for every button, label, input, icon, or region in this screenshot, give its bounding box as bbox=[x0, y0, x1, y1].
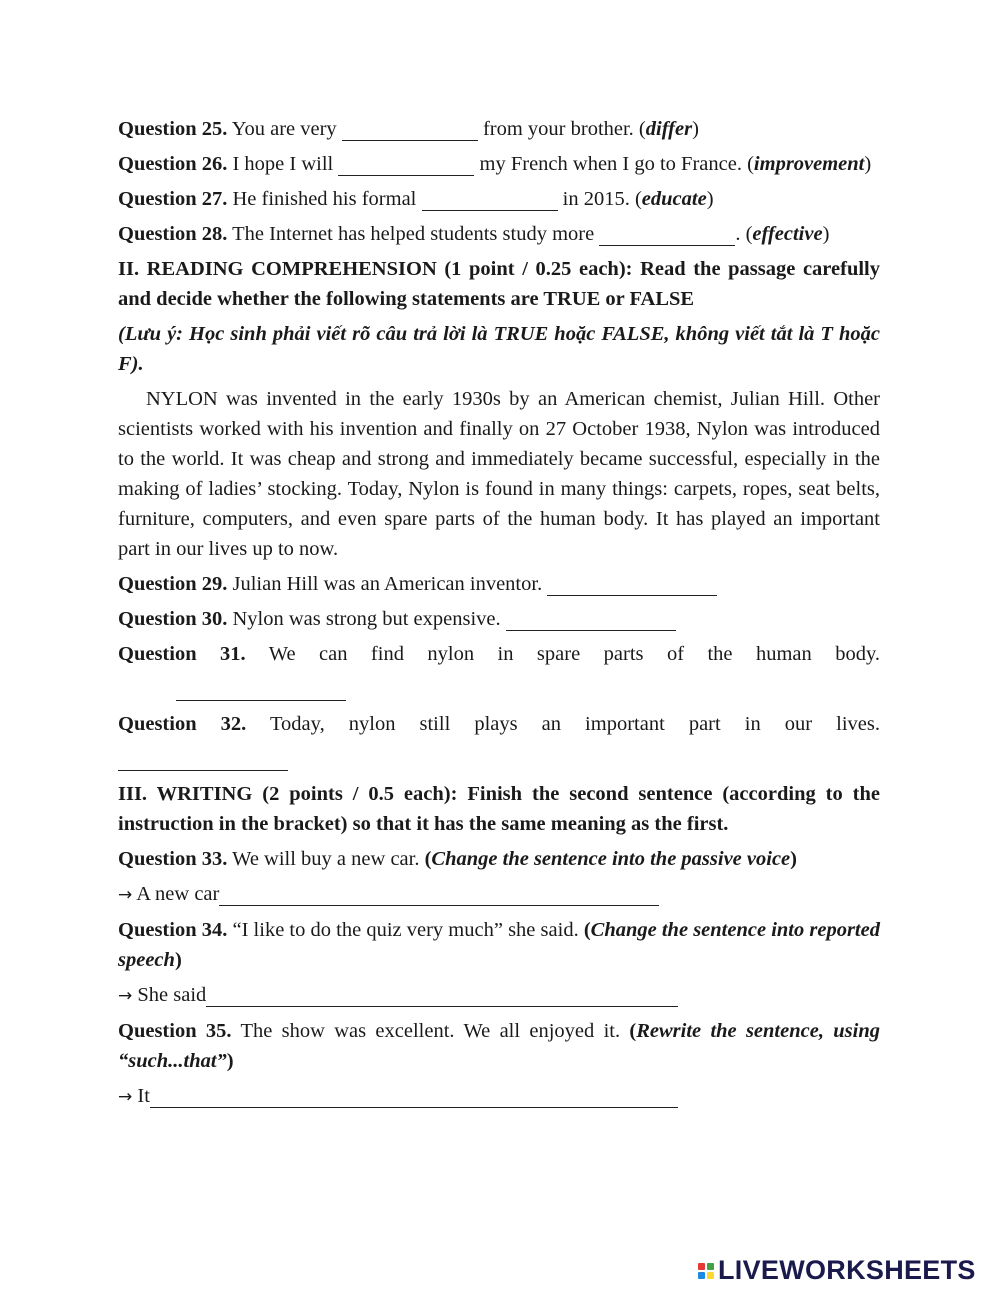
liveworksheets-logo bbox=[698, 1255, 976, 1286]
question-label: Question 28. bbox=[118, 223, 228, 245]
logo-square bbox=[707, 1272, 714, 1279]
question-label: Question 26. bbox=[118, 153, 228, 175]
question-25: Question 25. You are very from your brother. (differ) bbox=[118, 118, 699, 140]
logo-square bbox=[698, 1272, 705, 1279]
question-31-answer-row bbox=[118, 674, 880, 704]
logo-text: LIVEWORKSHEETS bbox=[718, 1255, 976, 1285]
question-26: Question 26. I hope I will my French when I go to France. (improvement) bbox=[118, 153, 872, 175]
reading-passage: NYLON was invented in the early 1930s by an American chemist, Julian Hill. Other scientists worked with his invention and finally on 27 October 1938, Nylon was introduced to the world. It was cheap and strong and immediately became successful, especially in the making of ladies’ stocking. Today, Nylon is found in many things: carpets, ropes, seat belts, furniture, computers, and even spare parts of the human body. It has played an important part in our lives up to now. bbox=[118, 388, 880, 560]
answer-input-30[interactable] bbox=[506, 610, 676, 631]
answer-input-35[interactable] bbox=[150, 1087, 678, 1108]
answer-input-28[interactable] bbox=[599, 225, 735, 246]
logo-square bbox=[698, 1263, 705, 1270]
answer-input-25[interactable] bbox=[342, 120, 478, 141]
question-35: Question 35. The show was excellent. We all enjoyed it. (Rewrite the sentence, using “such...that”) bbox=[118, 1020, 880, 1072]
question-32: Question 32. Today, nylon still plays an important part in our lives. bbox=[118, 713, 880, 735]
answer-input-33[interactable] bbox=[219, 885, 659, 906]
answer-input-32[interactable] bbox=[118, 750, 288, 771]
answer-input-27[interactable] bbox=[422, 190, 558, 211]
question-33: Question 33. We will buy a new car. (Change the sentence into the passive voice) bbox=[118, 848, 797, 870]
question-27: Question 27. He finished his formal in 2015. (educate) bbox=[118, 188, 714, 210]
question-32-answer-row bbox=[118, 744, 880, 774]
reading-note: (Lưu ý: Học sinh phải viết rõ câu trả lời là TRUE hoặc FALSE, không viết tắt là T hoặc F). bbox=[118, 323, 880, 375]
question-34: Question 34. “I like to do the quiz very much” she said. (Change the sentence into reported speech) bbox=[118, 919, 880, 971]
question-label: Question 25. bbox=[118, 118, 228, 140]
question-28: Question 28. The Internet has helped students study more . (effective) bbox=[118, 223, 830, 245]
arrow-icon: → bbox=[118, 1087, 133, 1107]
answer-input-34[interactable] bbox=[206, 986, 678, 1007]
question-31: Question 31. We can find nylon in spare parts of the human body. bbox=[118, 643, 881, 665]
answer-input-31[interactable] bbox=[176, 680, 346, 701]
question-35-answer-row: → It bbox=[118, 1081, 880, 1112]
question-29: Question 29. Julian Hill was an American inventor. bbox=[118, 569, 880, 599]
question-label: Question 29. bbox=[118, 573, 228, 595]
arrow-icon: → bbox=[118, 885, 133, 905]
worksheet-page bbox=[118, 114, 880, 1117]
reading-section-heading: II. READING COMPREHENSION (1 point / 0.25 each): Read the passage carefully and decide whether the following statements are TRUE or FALSE bbox=[118, 258, 880, 310]
question-30: Question 30. Nylon was strong but expensive. bbox=[118, 604, 880, 634]
answer-input-26[interactable] bbox=[338, 155, 474, 176]
question-label: Question 27. bbox=[118, 188, 228, 210]
arrow-icon: → bbox=[118, 986, 133, 1006]
question-label: Question 31. bbox=[118, 643, 246, 665]
question-34-answer-row: → She said bbox=[118, 980, 880, 1011]
question-label: Question 33. bbox=[118, 848, 228, 870]
logo-squares-icon bbox=[698, 1263, 714, 1279]
writing-section-heading: III. WRITING (2 points / 0.5 each): Finish the second sentence (according to the instruction in the bracket) so that it has the same meaning as the first. bbox=[118, 783, 880, 835]
question-label: Question 35. bbox=[118, 1020, 232, 1042]
question-label: Question 30. bbox=[118, 608, 228, 630]
question-label: Question 34. bbox=[118, 919, 228, 941]
question-33-answer-row: → A new car bbox=[118, 879, 880, 910]
question-label: Question 32. bbox=[118, 713, 247, 735]
answer-input-29[interactable] bbox=[547, 575, 717, 596]
logo-square bbox=[707, 1263, 714, 1270]
